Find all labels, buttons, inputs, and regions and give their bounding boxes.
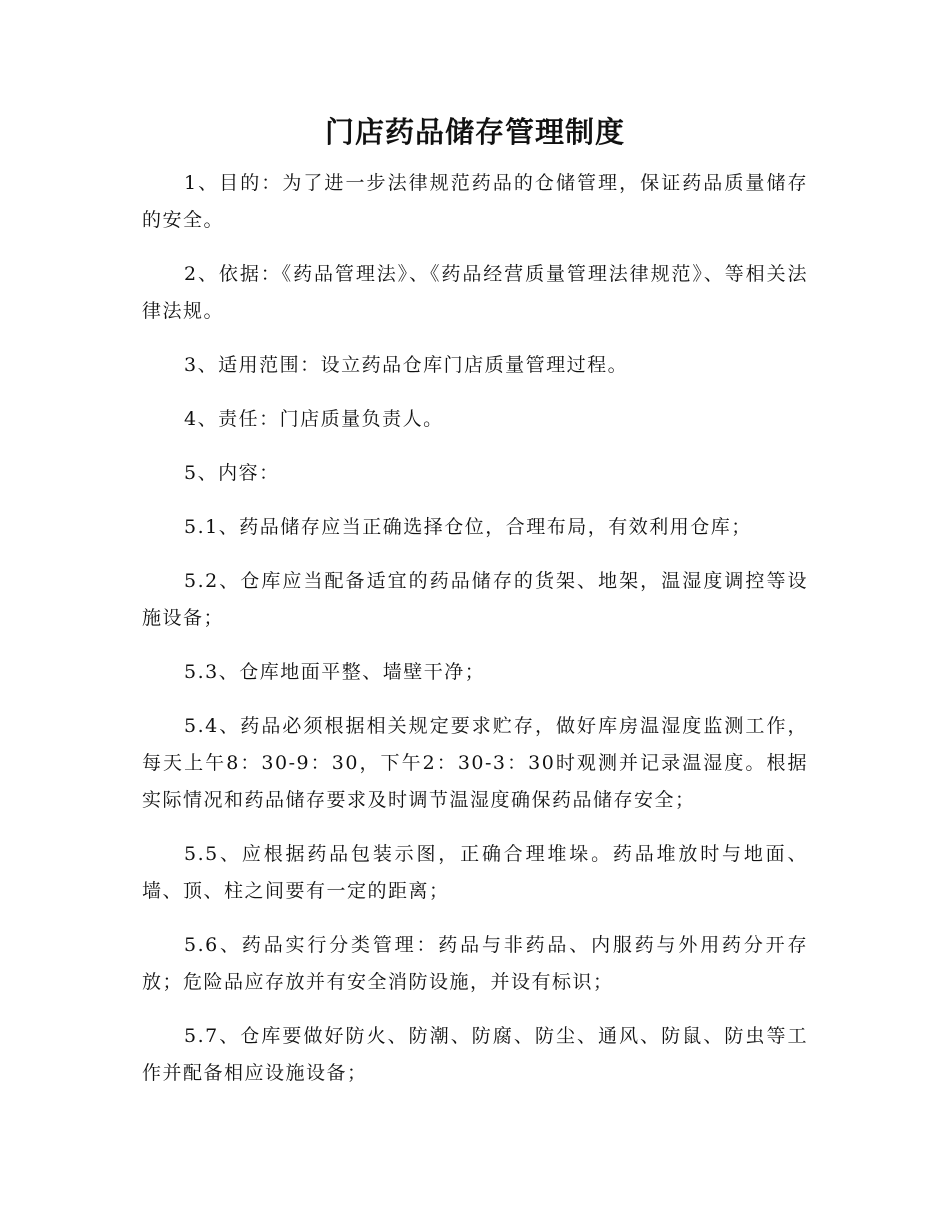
paragraph-purpose: 1、目的：为了进一步法律规范药品的仓储管理，保证药品质量储存的安全。 [142, 172, 808, 231]
document-title: 门店药品储存管理制度 [324, 115, 625, 149]
paragraph-5-7: 5.7、仓库要做好防火、防潮、防腐、防尘、通风、防鼠、防虫等工作并配备相应设施设备； [142, 1025, 808, 1084]
paragraph-responsibility: 4、责任：门店质量负责人。 [184, 408, 444, 430]
paragraph-5-5: 5.5、应根据药品包装示图，正确合理堆垛。药品堆放时与地面、墙、顶、柱之间要有一定的距离； [142, 843, 808, 902]
paragraph-5-1: 5.1、药品储存应当正确选择仓位，合理布局，有效利用仓库； [184, 516, 752, 538]
paragraph-scope: 3、适用范围：设立药品仓库门店质量管理过程。 [184, 354, 629, 376]
paragraph-5-4: 5.4、药品必须根据相关规定要求贮存，做好库房温湿度监测工作，每天上午8：30-9：30，下午2：30-3：30时观测并记录温湿度。根据实际情况和药品储存要求及时调节温湿度确保药品储存安全； [142, 715, 808, 811]
paragraph-5-2: 5.2、仓库应当配备适宜的药品储存的货架、地架，温湿度调控等设施设备； [142, 570, 808, 629]
paragraph-5-6: 5.6、药品实行分类管理：药品与非药品、内服药与外用药分开存放；危险品应存放并有安全消防设施，并设有标识； [142, 934, 808, 993]
paragraph-basis: 2、依据：《药品管理法》、《药品经营质量管理法律规范》、等相关法律法规。 [142, 263, 808, 322]
paragraph-5-3: 5.3、仓库地面平整、墙壁干净； [184, 661, 486, 683]
document-body [142, 165, 808, 1109]
paragraph-content-heading: 5、内容： [184, 462, 280, 484]
